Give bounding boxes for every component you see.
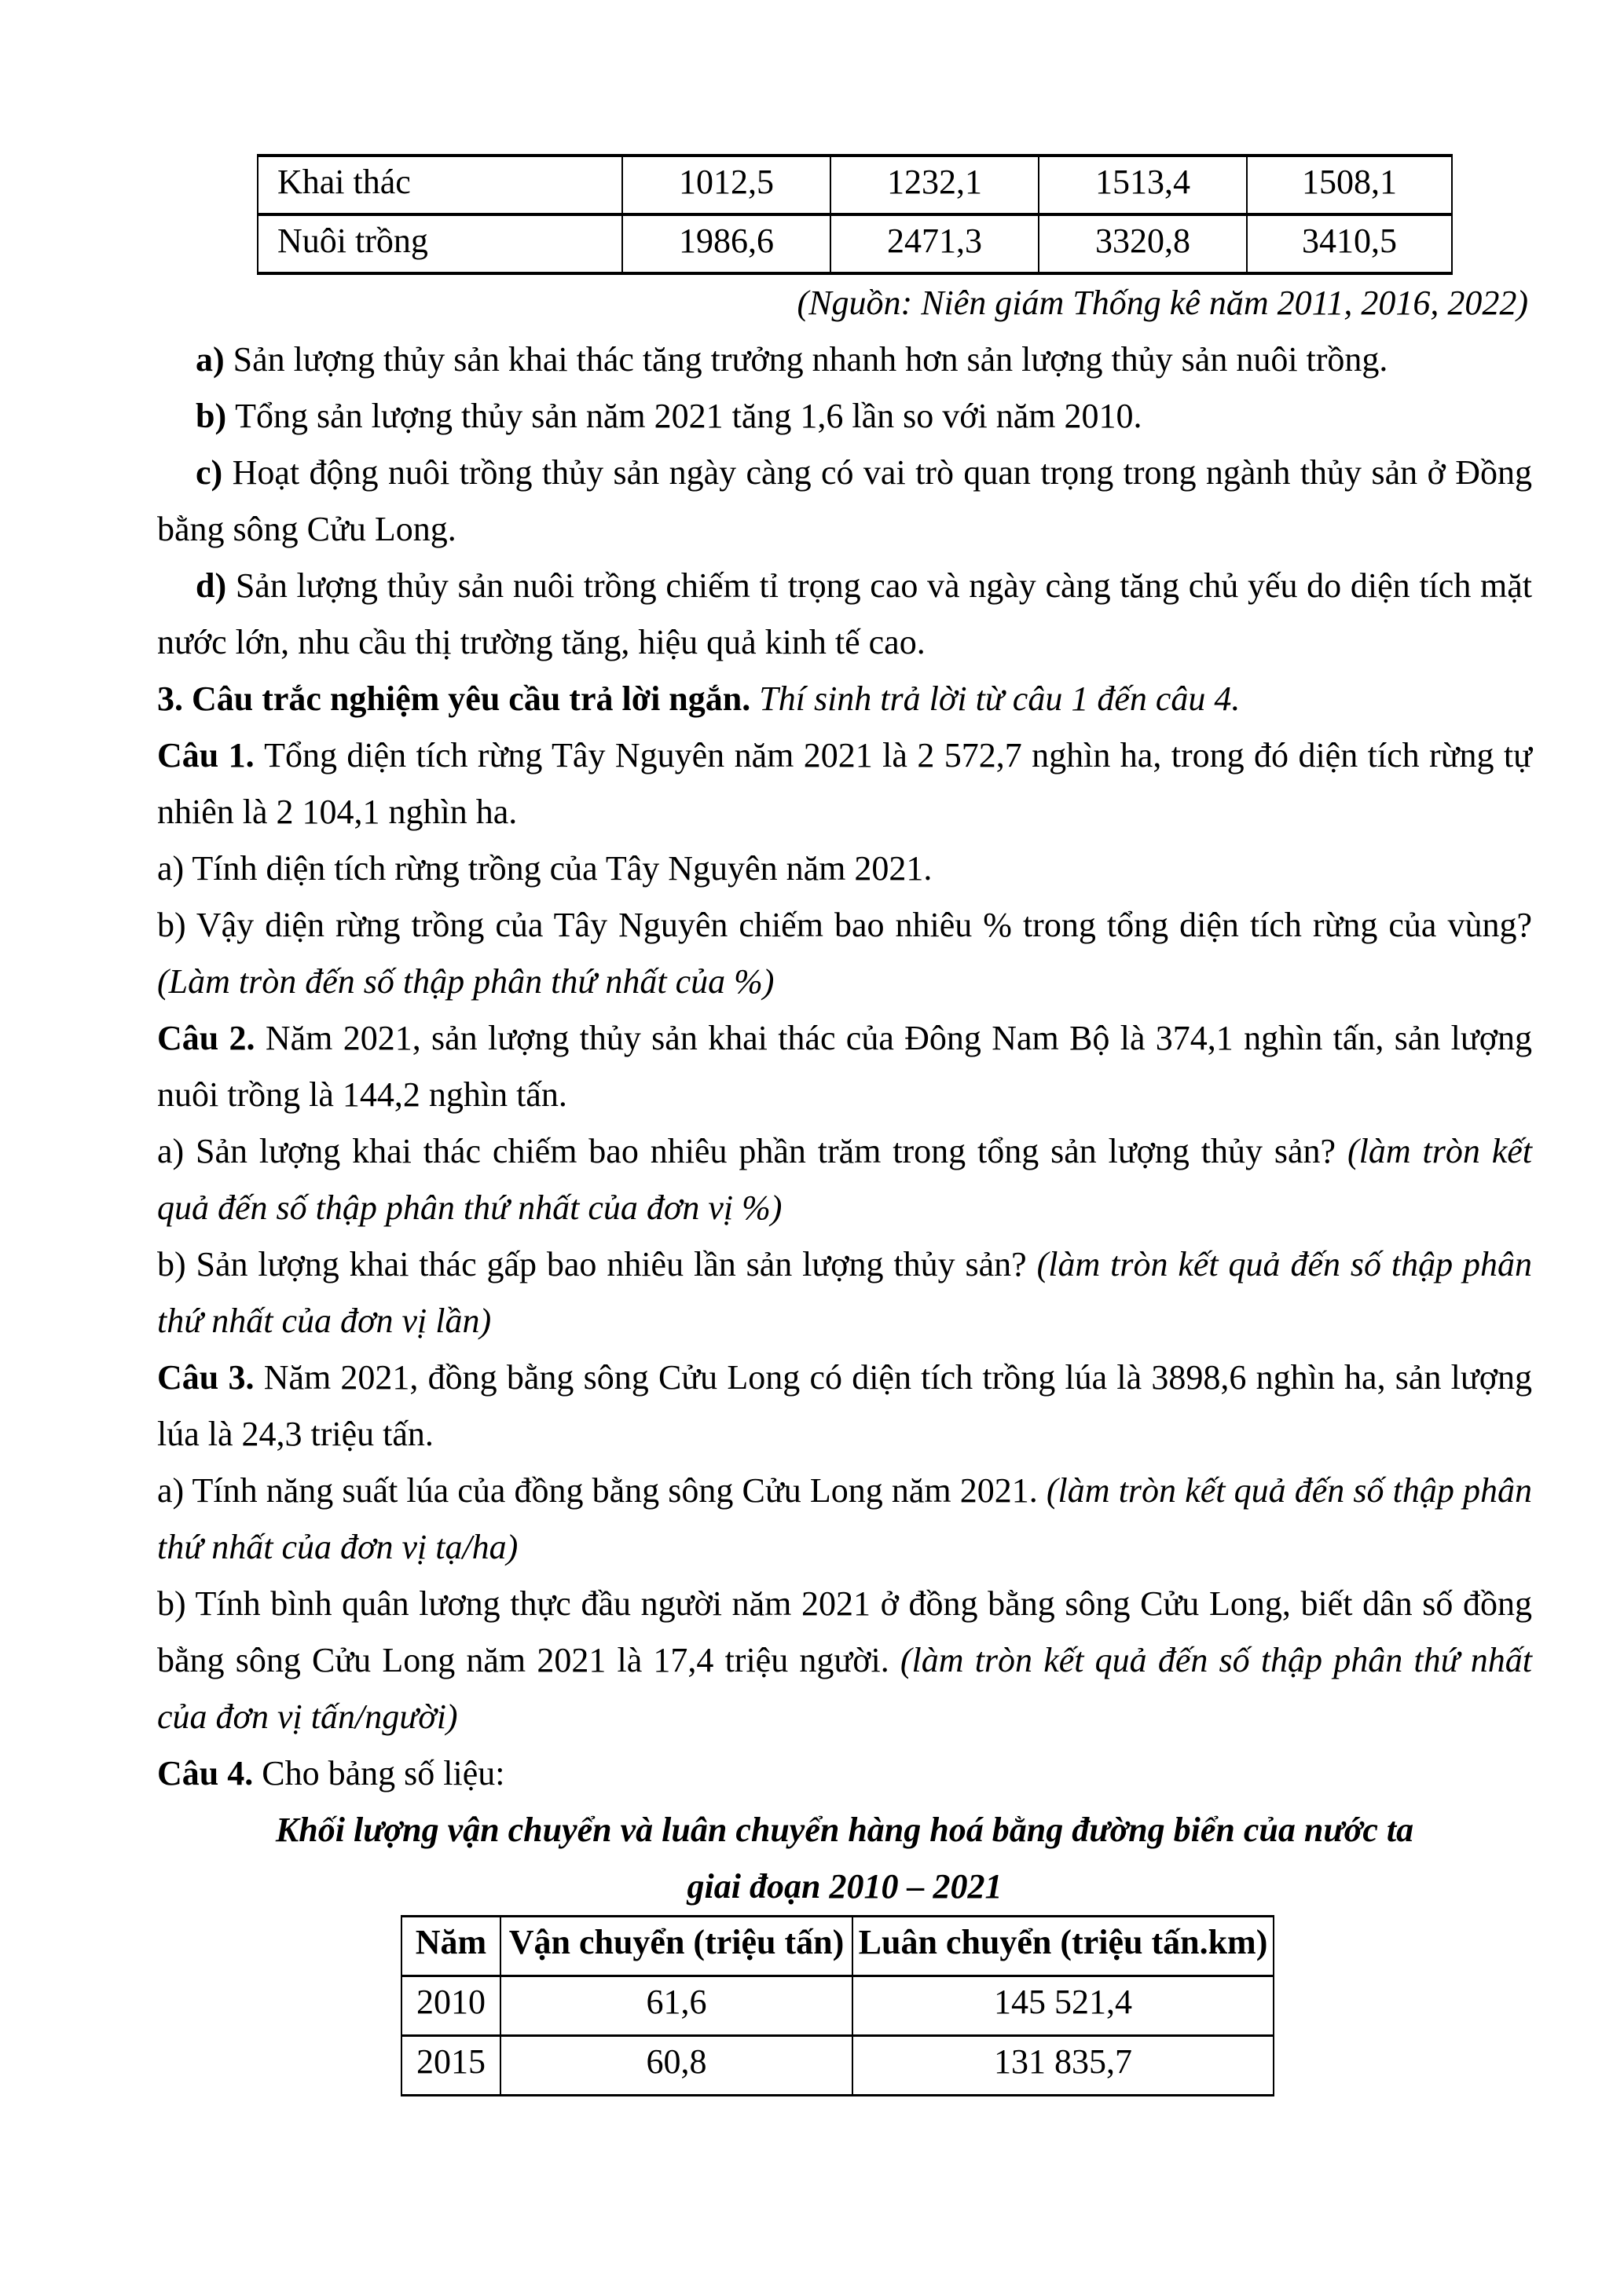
text-run: a) Tính năng suất lúa của đồng bằng sông Cửu Long năm 2021. [157, 1471, 1047, 1510]
value-cell: 1012,5 [622, 156, 830, 214]
bold-run: Câu 4. [157, 1754, 262, 1792]
paragraph [157, 1463, 1532, 1576]
value-cell: 2471,3 [830, 214, 1039, 273]
table-header-row [401, 1917, 1274, 1976]
italic-run: (làm tròn kết quả đến số thập phân thứ nhất của đơn vị tấn/người) [157, 1641, 1533, 1736]
value-cell: 1508,1 [1247, 156, 1452, 214]
text-run: b) Vậy diện rừng trồng của Tây Nguyên chiếm bao nhiêu % trong tổng diện tích rừng của vùng? [157, 906, 1532, 944]
value-cell: 1513,4 [1039, 156, 1247, 214]
table-row [401, 1976, 1274, 2036]
paragraph [157, 897, 1532, 1010]
paragraph [157, 1123, 1532, 1236]
source-note: (Nguồn: Niên giám Thống kê năm 2011, 2016, 2022) [797, 284, 1528, 322]
italic-run: (làm tròn kết quả đến số thập phân thứ nhất của đơn vị %) [157, 1132, 1532, 1227]
text-run: b) Sản lượng khai thác gấp bao nhiêu lần sản lượng thủy sản? [157, 1245, 1037, 1283]
value-cell: 3410,5 [1247, 214, 1452, 273]
text-run: b) Tính bình quân lương thực đầu người năm 2021 ở đồng bằng sông Cửu Long, biết dân số đồng bằng sông Cửu Long năm 2021 là 17,4 triệu người. [157, 1584, 1532, 1679]
bold-run: d) [196, 566, 236, 605]
value-cell: 60,8 [500, 2036, 852, 2096]
fishery-table-body [258, 156, 1452, 273]
value-cell: 2015 [401, 2036, 500, 2096]
transport-table-subtitle: giai đoạn 2010 – 2021 [687, 1867, 1003, 1906]
table-row [258, 156, 1452, 214]
table-header-cell: Vận chuyển (triệu tấn) [500, 1917, 852, 1976]
text-run: Cho bảng số liệu: [262, 1754, 505, 1792]
text-run: Tổng diện tích rừng Tây Nguyên năm 2021 là 2 572,7 nghìn ha, trong đó diện tích rừng tự nhiên là 2 104,1 nghìn ha. [157, 736, 1532, 831]
bold-run: a) [196, 340, 233, 379]
paragraph [157, 671, 1532, 727]
value-cell: 2010 [401, 1976, 500, 2036]
bold-run: Câu 2. [157, 1019, 266, 1057]
paragraph [157, 1745, 1532, 1802]
paragraph [157, 727, 1532, 840]
value-cell: 145 521,4 [852, 1976, 1274, 2036]
paragraph [157, 840, 1532, 897]
paragraph [157, 1576, 1532, 1745]
table-row [258, 214, 1452, 273]
row-label-cell: Khai thác [258, 156, 622, 214]
transport-table-body [401, 1976, 1274, 2096]
paragraph [157, 388, 1532, 445]
text-run: Sản lượng thủy sản khai thác tăng trưởng nhanh hơn sản lượng thủy sản nuôi trồng. [233, 340, 1388, 379]
bold-run: 3. Câu trắc nghiệm yêu cầu trả lời ngắn. [157, 679, 760, 718]
value-cell: 3320,8 [1039, 214, 1247, 273]
text-run: Năm 2021, sản lượng thủy sản khai thác của Đông Nam Bộ là 374,1 nghìn tấn, sản lượng nuôi trồng là 144,2 nghìn tấn. [157, 1019, 1533, 1114]
transport-table-title: Khối lượng vận chuyển và luân chuyển hàng hoá bằng đường biển của nước ta [275, 1811, 1414, 1849]
fishery-table-wrapper [257, 154, 1624, 275]
table-row [401, 2036, 1274, 2096]
fishery-output-table [257, 154, 1453, 275]
text-run: a) Sản lượng khai thác chiếm bao nhiêu phần trăm trong tổng sản lượng thủy sản? [157, 1132, 1347, 1170]
text-run: Hoạt động nuôi trồng thủy sản ngày càng có vai trò quan trọng trong ngành thủy sản ở Đồng bằng sông Cửu Long. [157, 453, 1532, 548]
paragraph [157, 1236, 1532, 1349]
paragraph [157, 331, 1532, 388]
text-run: Năm 2021, đồng bằng sông Cửu Long có diện tích trồng lúa là 3898,6 nghìn ha, sản lượng lúa là 24,3 triệu tấn. [157, 1358, 1532, 1453]
bold-run: b) [196, 397, 236, 435]
transport-table [401, 1915, 1274, 2096]
bold-run: c) [196, 453, 233, 492]
value-cell: 131 835,7 [852, 2036, 1274, 2096]
bold-run: Câu 3. [157, 1358, 264, 1397]
transport-table-head [401, 1917, 1274, 1976]
question-paragraphs [157, 331, 1532, 1802]
italic-run: Thí sinh trả lời từ câu 1 đến câu 4. [759, 679, 1241, 718]
table-header-cell: Năm [401, 1917, 500, 1976]
paragraph [157, 1010, 1532, 1123]
italic-run: (làm tròn kết quả đến số thập phân thứ nhất của đơn vị lần) [157, 1245, 1532, 1340]
table-header-cell: Luân chuyển (triệu tấn.km) [852, 1917, 1274, 1976]
row-label-cell: Nuôi trồng [258, 214, 622, 273]
text-run: Tổng sản lượng thủy sản năm 2021 tăng 1,6 lần so với năm 2010. [235, 397, 1142, 435]
text-run: Sản lượng thủy sản nuôi trồng chiếm tỉ trọng cao và ngày càng tăng chủ yếu do diện tích mặt nước lớn, nhu cầu thị trường tăng, hiệu quả kinh tế cao. [157, 566, 1532, 661]
paragraph [157, 445, 1532, 558]
transport-table-wrapper [401, 1915, 1624, 2096]
paragraph [157, 1349, 1532, 1463]
value-cell: 1986,6 [622, 214, 830, 273]
italic-run: (làm tròn kết quả đến số thập phân thứ nhất của đơn vị tạ/ha) [157, 1471, 1532, 1566]
text-run: a) Tính diện tích rừng trồng của Tây Nguyên năm 2021. [157, 849, 933, 888]
value-cell: 61,6 [500, 1976, 852, 2036]
italic-run: (Làm tròn đến số thập phân thứ nhất của %) [157, 962, 775, 1001]
paragraph [157, 558, 1532, 671]
value-cell: 1232,1 [830, 156, 1039, 214]
bold-run: Câu 1. [157, 736, 265, 774]
